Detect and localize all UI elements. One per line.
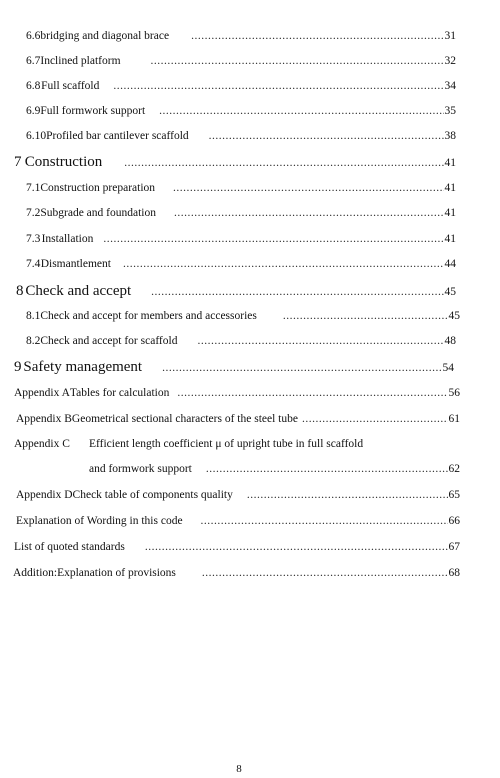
dot-leader bbox=[103, 233, 443, 245]
toc-entry-title: Dismantlement bbox=[40, 258, 111, 270]
toc-entry[interactable] bbox=[26, 30, 456, 48]
toc-entry-number: 6.6 bbox=[26, 30, 41, 42]
dot-leader bbox=[201, 515, 448, 527]
toc-appendix-label: Appendix A bbox=[14, 387, 70, 399]
toc-entry-page: 41 bbox=[444, 182, 456, 194]
toc-entry[interactable] bbox=[26, 80, 456, 98]
toc-entry-page: 48 bbox=[444, 335, 456, 347]
toc-entry-title: Geometrical sectional characters of the steel tube bbox=[71, 413, 298, 425]
toc-entry-page: 61 bbox=[448, 413, 460, 425]
toc-entry-page: 34 bbox=[444, 80, 456, 92]
dot-leader bbox=[145, 541, 448, 553]
toc-entry-title: bridging and diagonal brace bbox=[40, 30, 170, 42]
toc-entry[interactable] bbox=[26, 335, 456, 353]
toc-entry-title: Installation bbox=[41, 233, 94, 245]
toc-entry-number: 7.4 bbox=[26, 258, 41, 270]
toc-appendix-entry-continuation[interactable] bbox=[89, 463, 460, 481]
toc-appendix-entry[interactable] bbox=[16, 489, 460, 507]
toc-chapter-entry[interactable] bbox=[14, 359, 454, 377]
dot-leader bbox=[151, 55, 444, 67]
toc-entry-title: Check and accept for members and accessories bbox=[40, 310, 257, 322]
page-number: 8 bbox=[236, 763, 242, 775]
toc-entry-number: 8.2 bbox=[26, 335, 41, 347]
toc-entry-number: 6.7 bbox=[26, 55, 41, 67]
toc-chapter-entry[interactable] bbox=[16, 283, 456, 301]
toc-entry-title: Efficient length coefficient μ of upright tube in full scaffold bbox=[89, 438, 364, 450]
toc-entry-number: 6.8 bbox=[26, 80, 41, 92]
toc-entry-number: 6.9 bbox=[26, 105, 41, 117]
dot-leader bbox=[283, 310, 448, 322]
dot-leader bbox=[209, 130, 444, 142]
dot-leader bbox=[113, 80, 443, 92]
toc-entry-title: Subgrade and foundation bbox=[40, 207, 156, 219]
toc-entry-title: Check and accept bbox=[25, 283, 132, 299]
toc-entry[interactable] bbox=[26, 182, 456, 200]
toc-entry-page: 38 bbox=[444, 130, 456, 142]
toc-entry-page: 68 bbox=[448, 567, 460, 579]
dot-leader bbox=[177, 387, 447, 399]
toc-entry[interactable] bbox=[26, 233, 456, 251]
toc-entry-title: Construction preparation bbox=[40, 182, 156, 194]
toc-appendix-label: Appendix B bbox=[16, 413, 72, 425]
toc-entry-page: 41 bbox=[444, 157, 456, 169]
dot-leader bbox=[191, 30, 443, 42]
dot-leader bbox=[162, 362, 441, 374]
toc-entry-page: 45 bbox=[448, 310, 460, 322]
toc-entry-number: 8.1 bbox=[26, 310, 41, 322]
toc-entry-title: Profiled bar cantilever scaffold bbox=[46, 130, 189, 142]
dot-leader bbox=[247, 489, 448, 501]
toc-appendix-entry[interactable] bbox=[14, 438, 460, 456]
toc-entry[interactable] bbox=[13, 567, 460, 585]
dot-leader bbox=[206, 463, 448, 475]
toc-entry-page: 62 bbox=[448, 463, 460, 475]
dot-leader bbox=[202, 567, 448, 579]
toc-entry-page: 35 bbox=[444, 105, 456, 117]
toc-appendix-label: Appendix C bbox=[14, 438, 70, 450]
toc-entry-page: 56 bbox=[448, 387, 460, 399]
toc-entry-title: Explanation of Wording in this code bbox=[16, 515, 183, 527]
toc-entry-title: Addition:Explanation of provisions bbox=[13, 567, 176, 579]
toc-entry-title: Construction bbox=[24, 154, 103, 170]
toc-entry-page: 65 bbox=[448, 489, 460, 501]
toc-entry-page: 32 bbox=[444, 55, 456, 67]
toc-entry-page: 44 bbox=[444, 258, 456, 270]
toc-entry-number: 7 bbox=[14, 154, 22, 170]
toc-entry-number: 7.1 bbox=[26, 182, 41, 194]
toc-entry-page: 41 bbox=[444, 233, 456, 245]
toc-appendix-label: Appendix D bbox=[16, 489, 73, 501]
toc-entry-title: Check and accept for scaffold bbox=[40, 335, 178, 347]
toc-entry[interactable] bbox=[26, 310, 460, 328]
toc-entry[interactable] bbox=[14, 541, 460, 559]
toc-entry-title: Full scaffold bbox=[41, 80, 100, 92]
toc-entry-page: 41 bbox=[444, 207, 456, 219]
dot-leader bbox=[302, 413, 448, 425]
dot-leader bbox=[173, 182, 443, 194]
toc-entry-number: 7.2 bbox=[26, 207, 41, 219]
toc-entry-title: List of quoted standards bbox=[14, 541, 125, 553]
toc-entry-page: 66 bbox=[448, 515, 460, 527]
toc-entry-page: 67 bbox=[448, 541, 460, 553]
toc-entry-title: Inclined platform bbox=[40, 55, 121, 67]
toc-entry-number: 7.3 bbox=[26, 233, 41, 245]
toc-entry-title: Safety management bbox=[23, 359, 143, 375]
toc-appendix-entry[interactable] bbox=[16, 413, 460, 431]
toc-entry-title-continued: and formwork support bbox=[89, 463, 192, 475]
dot-leader bbox=[124, 157, 443, 169]
toc-entry[interactable] bbox=[26, 258, 456, 276]
toc-entry[interactable] bbox=[26, 105, 456, 123]
toc-entry-number: 8 bbox=[16, 283, 24, 299]
toc-entry[interactable] bbox=[26, 207, 456, 225]
toc-entry-number: 6.10 bbox=[26, 130, 47, 142]
toc-entry[interactable] bbox=[16, 515, 460, 533]
toc-appendix-entry[interactable] bbox=[14, 387, 460, 405]
toc-entry-number: 9 bbox=[14, 359, 22, 375]
dot-leader bbox=[123, 258, 444, 270]
toc-chapter-entry[interactable] bbox=[14, 154, 456, 172]
toc-entry[interactable] bbox=[26, 130, 456, 148]
dot-leader bbox=[159, 105, 443, 117]
toc-entry-title: Full formwork support bbox=[40, 105, 146, 117]
toc-entry-page: 54 bbox=[442, 362, 454, 374]
dot-leader bbox=[151, 286, 443, 298]
dot-leader bbox=[174, 207, 444, 219]
toc-entry[interactable] bbox=[26, 55, 456, 73]
toc-entry-page: 31 bbox=[444, 30, 456, 42]
toc-entry-title: Check table of components quality bbox=[72, 489, 233, 501]
toc-entry-title: Tables for calculation bbox=[69, 387, 170, 399]
dot-leader bbox=[197, 335, 443, 347]
toc-entry-page: 45 bbox=[444, 286, 456, 298]
